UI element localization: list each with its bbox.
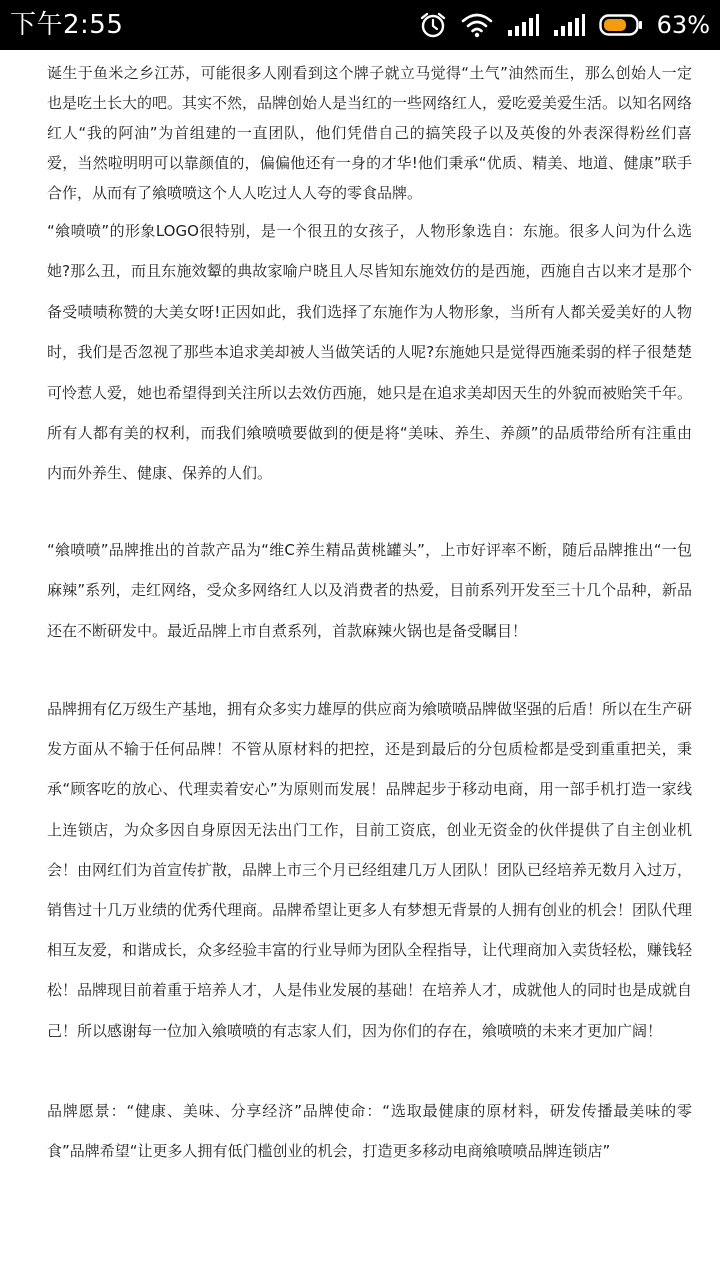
battery-percent: 63% (656, 11, 710, 39)
status-bar (0, 0, 720, 50)
paragraph: “飨喷喷”品牌推出的首款产品为“维C养生精品黄桃罐头”，上市好评率不断，随后品牌推出“一包麻辣”系列，走红网络，受众多网络红人以及消费者的热爱，目前系列开发至三十几个品种，新品还在不断研发中。最近品牌上市自煮系列，首款麻辣火锅也是备受瞩目！ (47, 540, 692, 640)
signal-icon (507, 13, 539, 37)
paragraph: 品牌拥有亿万级生产基地，拥有众多实力雄厚的供应商为飨喷喷品牌做坚强的后盾！所以在生产研发方面从不输于任何品牌！不管从原材料的把控，还是到最后的分包质检都是受到重重把关，秉承“顾客吃的放心、代理卖着安心”为原则而发展！品牌起步于移动电商，用一部手机打造一家线上连锁店，为众多因自身原因无法出门工作，目前工资底，创业无资金的伙伴提供了自主创业机会！由网红们为首宣传扩散，品牌上市三个月已经组建几万人团队！团队已经培养无数月入过万，销售过十几万业绩的优秀代理商。品牌希望让更多人有梦想无背景的人拥有创业的机会！团队代理相互友爱，和谐成长，众多经验丰富的行业导师为团队全程指导，让代理商加入卖货轻松，赚钱轻松！品牌现目前着重于培养人才，人是伟业发展的基础！在培养人才，成就他人的同时也是成就自己！所以感谢每一位加入飨喷喷的有志家人们，因为你们的存在，飨喷喷的未来才更加广阔！ (47, 700, 693, 1040)
paragraph: “飨喷喷”的形象LOGO很特别，是一个很丑的女孩子，人物形象选自：东施。很多人问为什么选她?那么丑，而且东施效颦的典故家喻户晓且人尽皆知东施效仿的是西施，西施自古以来才是那个备受啧啧称赞的大美女呀!正因如此，我们选择了东施作为人物形象，当所有人都关爱美好的人物时，我们是否忽视了那些本追求美却被人当做笑话的人呢?东施她只是觉得西施柔弱的样子很楚楚可怜惹人爱，她也希望得到关注所以去效仿西施，她只是在追求美却因天生的外貌而被贻笑千年。所有人都有美的权利，而我们飨喷喷要做到的便是将“美味、养生、养颜”的品质带给所有注重由内而外养生、健康、保养的人们。 (47, 222, 693, 483)
wifi-icon (461, 12, 493, 38)
signal-icon (553, 13, 585, 37)
battery-icon (599, 13, 643, 37)
paragraph: 品牌愿景：“健康、美味、分享经济”品牌使命：“选取最健康的原材料，研发传播最美味的零食”品牌希望“让更多人拥有低门槛创业的机会，打造更多移动电商飨喷喷品牌连锁店” (47, 1101, 692, 1161)
alarm-icon (419, 11, 447, 39)
status-time: 下午2:55 (10, 10, 124, 40)
paragraph: 诞生于鱼米之乡江苏，可能很多人刚看到这个牌子就立马觉得“土气”油然而生，那么创始人一定也是吃土长大的吧。其实不然，品牌创始人是当红的一些网络红人，爱吃爱美爱生活。以知名网络红人“我的阿油”为首组建的一直团队，他们凭借自己的搞笑段子以及英俊的外表深得粉丝们喜爱，当然啦明明可以靠颜值的，偏偏他还有一身的才华!他们秉承“优质、精美、地道、健康”联手合作，从而有了飨喷喷这个人人吃过人人夸的零食品牌。 (47, 64, 693, 202)
status-icons (419, 0, 710, 50)
article-body (47, 50, 692, 1172)
